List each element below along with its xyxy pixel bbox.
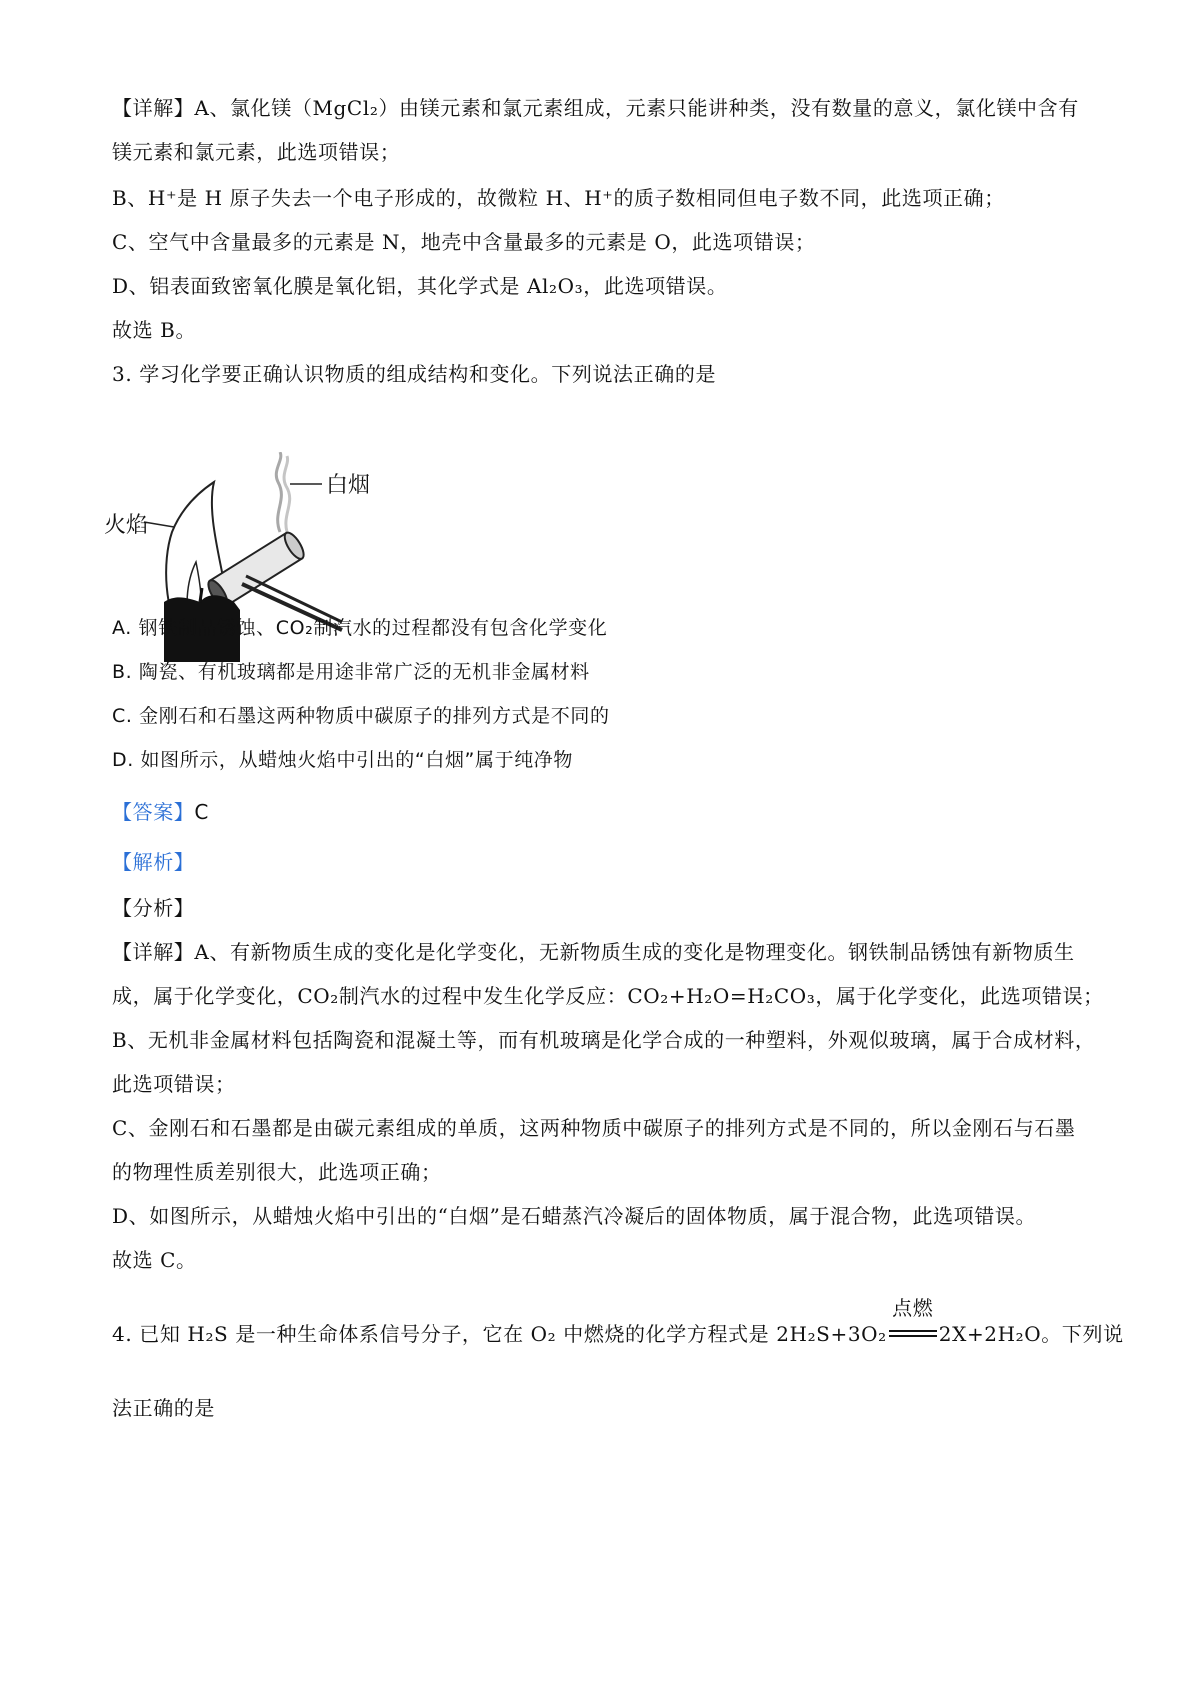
option-d: D. 如图所示，从蜡烛火焰中引出的“白烟”属于纯净物: [112, 749, 573, 771]
answer-value: C: [194, 800, 209, 824]
fenxi-heading: 【分析】: [112, 896, 195, 920]
question-3: 3. 学习化学要正确认识物质的组成结构和变化。下列说法正确的是: [112, 362, 717, 386]
text-line: 的物理性质差别很大，此选项正确；: [112, 1160, 442, 1184]
text-line: D、铝表面致密氧化膜是氧化铝，其化学式是 Al₂O₃，此选项错误。: [112, 274, 728, 298]
text-line: 成，属于化学变化，CO₂制汽水的过程中发生化学反应：CO₂+H₂O=H₂CO₃，属于化学变化，此选项错误；: [112, 984, 1104, 1008]
question-4-continued: 法正确的是: [112, 1396, 215, 1420]
flame-label: 火焰: [104, 513, 149, 538]
flame-leader-line: [144, 522, 174, 527]
answer-label: 【答案】: [112, 800, 195, 824]
text-line: 【详解】A、氯化镁（MgCl₂）由镁元素和氯元素组成，元素只能讲种类，没有数量的意义，氯化镁中含有: [112, 96, 1079, 120]
text-line: D、如图所示，从蜡烛火焰中引出的“白烟”是石蜡蒸汽冷凝后的固体物质，属于混合物，此选项错误。: [112, 1204, 1037, 1228]
text-line: 此选项错误；: [112, 1072, 236, 1096]
text-line: 【详解】A、有新物质生成的变化是化学变化，无新物质生成的变化是物理变化。钢铁制品锈蚀有新物质生: [112, 940, 1075, 964]
condition-text: 点燃: [892, 1296, 934, 1320]
text-line: 故选 B。: [112, 318, 197, 342]
smoke-label: 白烟: [326, 473, 371, 498]
analysis-heading: 【解析】: [112, 850, 195, 874]
smoke: [276, 452, 289, 532]
text-line: B、无机非金属材料包括陶瓷和混凝土等，而有机玻璃是化学合成的一种塑料，外观似玻璃，属于合成材料，: [112, 1028, 1096, 1052]
equals-bar: [889, 1330, 937, 1332]
equation-left: 4. 已知 H₂S 是一种生命体系信号分子，它在 O₂ 中燃烧的化学方程式是 2H₂S+3O₂: [112, 1322, 887, 1346]
option-c: C. 金刚石和石墨这两种物质中碳原子的排列方式是不同的: [112, 705, 610, 727]
equals-bar: [889, 1335, 937, 1337]
text-line: 故选 C。: [112, 1248, 197, 1272]
equation-right: 2X+2H₂O。下列说: [938, 1322, 1124, 1346]
answer-line: [112, 798, 209, 826]
option-b: B. 陶瓷、有机玻璃都是用途非常广泛的无机非金属材料: [112, 661, 590, 683]
question-4: [112, 1296, 1124, 1348]
reaction-condition: [887, 1296, 939, 1348]
text-line: C、空气中含量最多的元素是 N，地壳中含量最多的元素是 O，此选项错误；: [112, 230, 816, 254]
text-line: C、金刚石和石墨都是由碳元素组成的单质，这两种物质中碳原子的排列方式是不同的，所以金刚石与石墨: [112, 1116, 1076, 1140]
text-line: B、H⁺是 H 原子失去一个电子形成的，故微粒 H、H⁺的质子数相同但电子数不同，此选项正确；: [112, 186, 1005, 210]
text-line: 镁元素和氯元素，此选项错误；: [112, 140, 401, 164]
option-a: A. 钢铁制品锈蚀、CO₂制汽水的过程都没有包含化学变化: [112, 617, 608, 639]
